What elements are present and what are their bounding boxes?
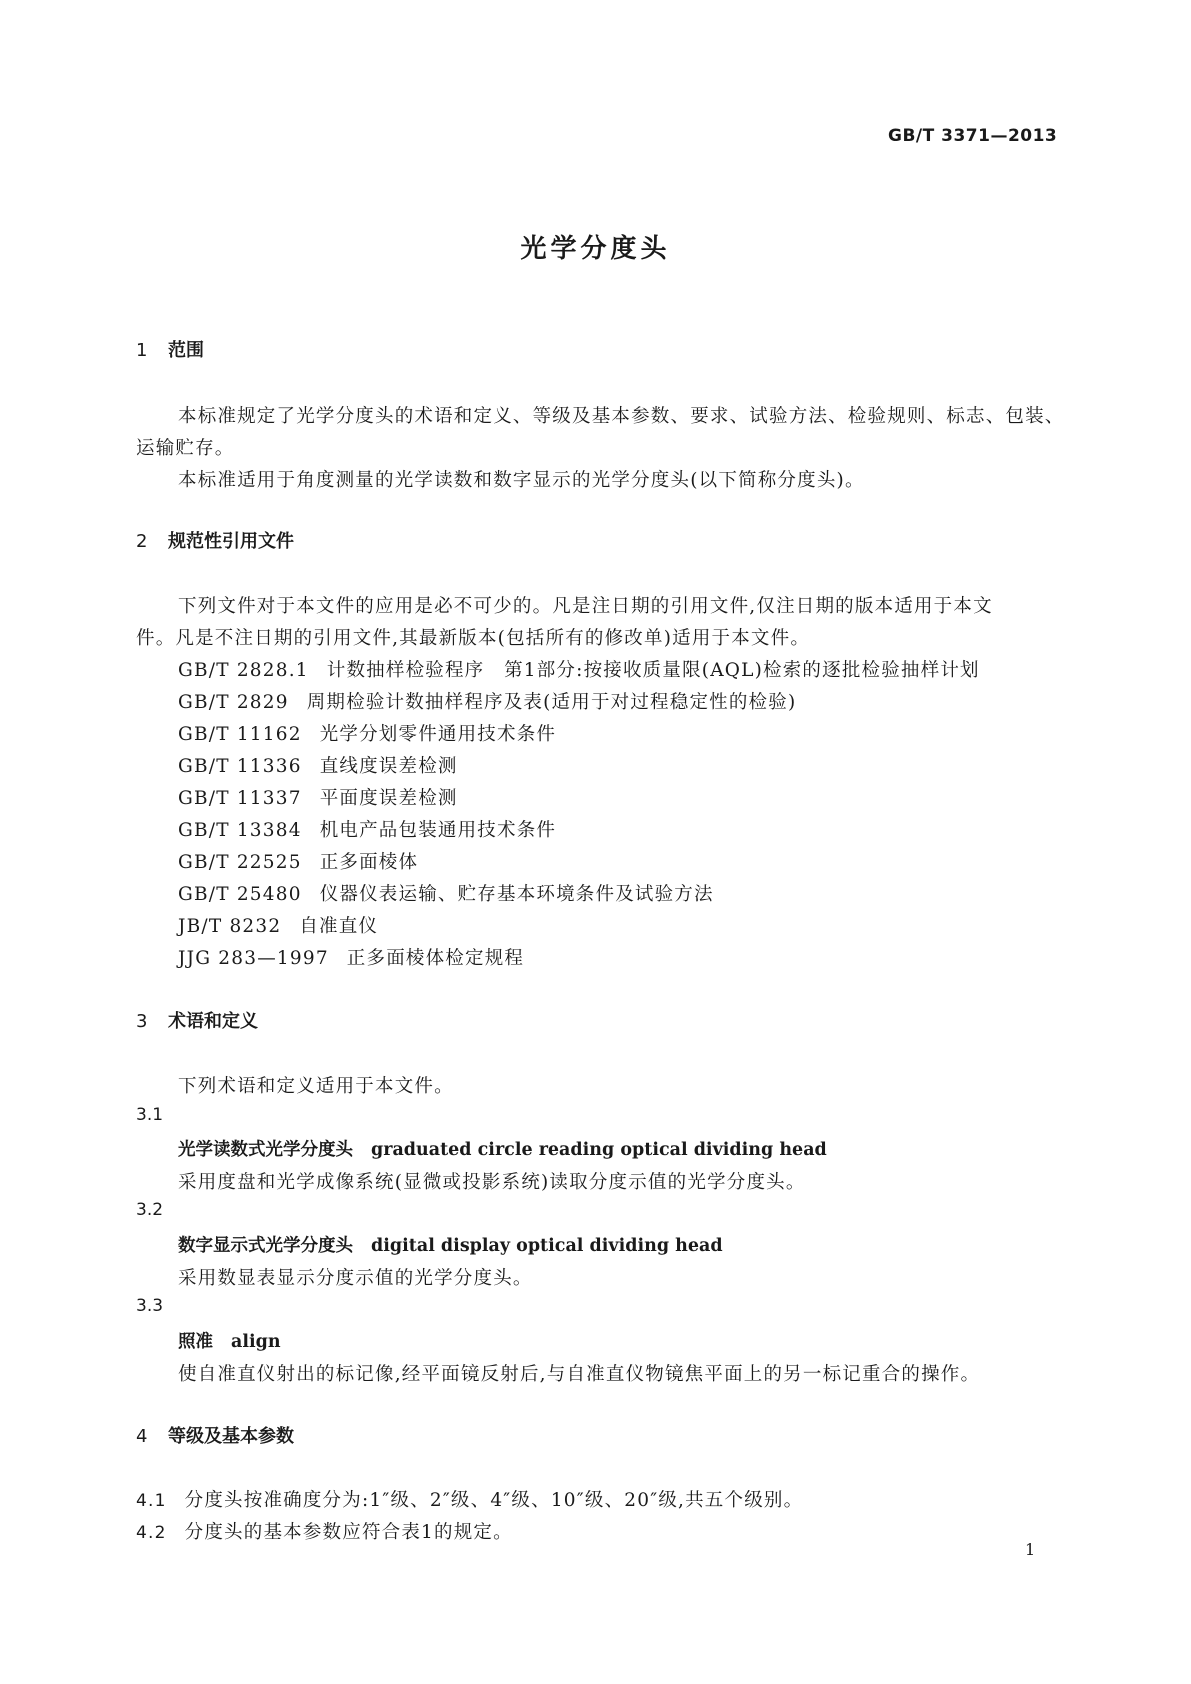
term-number: 3.1 xyxy=(136,1105,164,1125)
clause-number: 4.1 xyxy=(136,1491,167,1511)
term-definition: 采用度盘和光学成像系统(显微或投影系统)读取分度示值的光学分度头。 xyxy=(178,1172,806,1193)
term-zh: 照准 xyxy=(178,1332,213,1352)
term-number: 3.3 xyxy=(136,1296,164,1316)
term-number: 3.2 xyxy=(136,1200,164,1220)
reference-code: GB/T 25480 xyxy=(178,884,302,905)
reference-item xyxy=(178,784,458,810)
reference-title: 平面度误差检测 xyxy=(319,788,458,809)
reference-title: 仪器仪表运输、贮存基本环境条件及试验方法 xyxy=(319,884,714,905)
paragraph: 下列术语和定义适用于本文件。 xyxy=(178,1076,454,1097)
page-title: 光学分度头 xyxy=(520,234,671,264)
term-heading xyxy=(178,1328,281,1353)
reference-title: 直线度误差检测 xyxy=(319,756,458,777)
reference-title: 机电产品包装通用技术条件 xyxy=(319,820,557,841)
reference-title: 正多面棱体 xyxy=(319,852,419,873)
section-title: 等级及基本参数 xyxy=(168,1426,294,1447)
term-zh: 光学读数式光学分度头 xyxy=(178,1140,353,1160)
section-title: 术语和定义 xyxy=(168,1011,258,1032)
section-number: 3 xyxy=(136,1011,148,1032)
reference-item xyxy=(178,880,714,906)
section-number: 2 xyxy=(136,531,148,552)
reference-item xyxy=(178,848,418,874)
reference-code: GB/T 2829 xyxy=(178,692,289,713)
term-heading xyxy=(178,1136,827,1161)
reference-code: JJG 283—1997 xyxy=(178,948,329,969)
reference-title: 周期检验计数抽样程序及表(适用于对过程稳定性的检验) xyxy=(306,692,797,713)
paragraph: 本标准适用于角度测量的光学读数和数字显示的光学分度头(以下简称分度头)。 xyxy=(178,470,865,491)
term-en: digital display optical dividing head xyxy=(371,1236,723,1256)
standard-code: GB/T 3371—2013 xyxy=(888,126,1058,146)
reference-title: 光学分划零件通用技术条件 xyxy=(319,724,557,745)
section-number: 1 xyxy=(136,340,148,361)
reference-title: 自准直仪 xyxy=(299,916,379,937)
section-4-heading xyxy=(136,1422,294,1448)
section-number: 4 xyxy=(136,1426,148,1447)
reference-item xyxy=(178,752,458,778)
reference-item xyxy=(178,720,556,746)
reference-item xyxy=(178,816,556,842)
term-en: align xyxy=(231,1332,281,1352)
paragraph-line: 下列文件对于本文件的应用是必不可少的。凡是注日期的引用文件,仅注日期的版本适用于本文 xyxy=(178,596,993,617)
reference-item xyxy=(178,656,980,682)
paragraph-line: 本标准规定了光学分度头的术语和定义、等级及基本参数、要求、试验方法、检验规则、标志、包装、 xyxy=(178,406,1065,427)
clause xyxy=(136,1486,803,1512)
reference-item xyxy=(178,912,378,938)
section-3-heading xyxy=(136,1007,258,1033)
term-definition: 采用数显表显示分度示值的光学分度头。 xyxy=(178,1268,533,1289)
clause-text: 分度头按准确度分为:1″级、2″级、4″级、10″级、20″级,共五个级别。 xyxy=(184,1490,804,1511)
term-definition: 使自准直仪射出的标记像,经平面镜反射后,与自准直仪物镜焦平面上的另一标记重合的操作。 xyxy=(178,1364,981,1385)
reference-code: JB/T 8232 xyxy=(178,916,282,937)
reference-code: GB/T 11162 xyxy=(178,724,302,745)
term-en: graduated circle reading optical dividing head xyxy=(371,1140,827,1160)
section-title: 范围 xyxy=(168,340,204,361)
section-1-heading xyxy=(136,336,204,362)
paragraph-line: 件。凡是不注日期的引用文件,其最新版本(包括所有的修改单)适用于本文件。 xyxy=(136,628,811,649)
clause-number: 4.2 xyxy=(136,1523,167,1543)
reference-item xyxy=(178,688,796,714)
reference-code: GB/T 11336 xyxy=(178,756,302,777)
section-2-heading xyxy=(136,527,294,553)
reference-title: 正多面棱体检定规程 xyxy=(346,948,525,969)
paragraph-line: 运输贮存。 xyxy=(136,438,235,459)
page-number: 1 xyxy=(1025,1540,1036,1559)
reference-code: GB/T 2828.1 xyxy=(178,660,309,681)
term-heading xyxy=(178,1232,723,1257)
reference-code: GB/T 22525 xyxy=(178,852,302,873)
clause xyxy=(136,1518,513,1544)
reference-title: 计数抽样检验程序 第1部分:按接收质量限(AQL)检索的逐批检验抽样计划 xyxy=(326,660,980,681)
reference-code: GB/T 11337 xyxy=(178,788,302,809)
term-zh: 数字显示式光学分度头 xyxy=(178,1236,353,1256)
reference-code: GB/T 13384 xyxy=(178,820,302,841)
reference-item xyxy=(178,944,524,970)
clause-text: 分度头的基本参数应符合表1的规定。 xyxy=(184,1522,513,1543)
section-title: 规范性引用文件 xyxy=(168,531,294,552)
